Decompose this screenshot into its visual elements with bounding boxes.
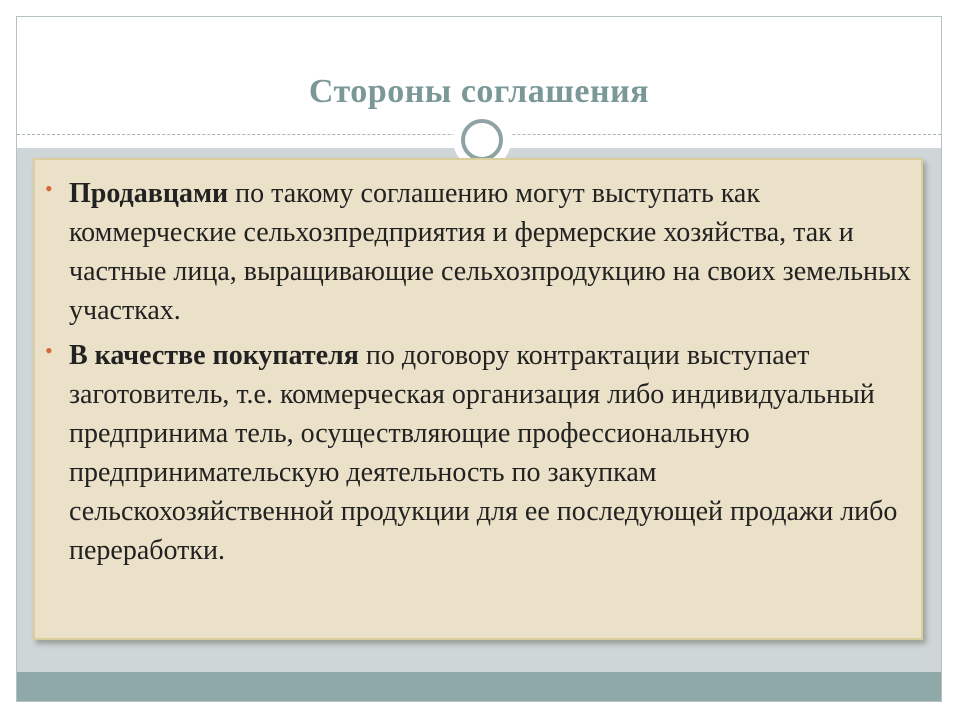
bullet-list (35, 160, 921, 570)
bullet-icon: • (45, 338, 53, 363)
slide-title: Стороны соглашения (308, 73, 650, 110)
bullet-icon: • (45, 176, 53, 201)
bullet-item-sellers (45, 174, 911, 330)
slide (16, 16, 942, 702)
bottom-band (17, 672, 941, 701)
ring-inner (461, 119, 503, 161)
bullet-bold-text: Продавцами (69, 178, 229, 209)
bullet-bold-text: В качестве покупателя (69, 340, 359, 371)
bullet-text: по такому соглашению могут выступать как коммерческие сельхозпредприятия и фермерские хозяйства, так и частные лица, выращивающие сельхозпродукцию на своих земельных участках. (69, 178, 911, 326)
content-text-box (33, 158, 923, 640)
bullet-text: по договору контрактации выступает заготовитель, т.е. коммерческая организация либо индивидуальный предпринима тель, осуществляющие профессиональную предпринимательскую деятельность по закупкам сельскохозяйственной продукции для ее последующей продажи либо переработки. (69, 340, 898, 566)
bullet-item-buyer (45, 336, 911, 570)
